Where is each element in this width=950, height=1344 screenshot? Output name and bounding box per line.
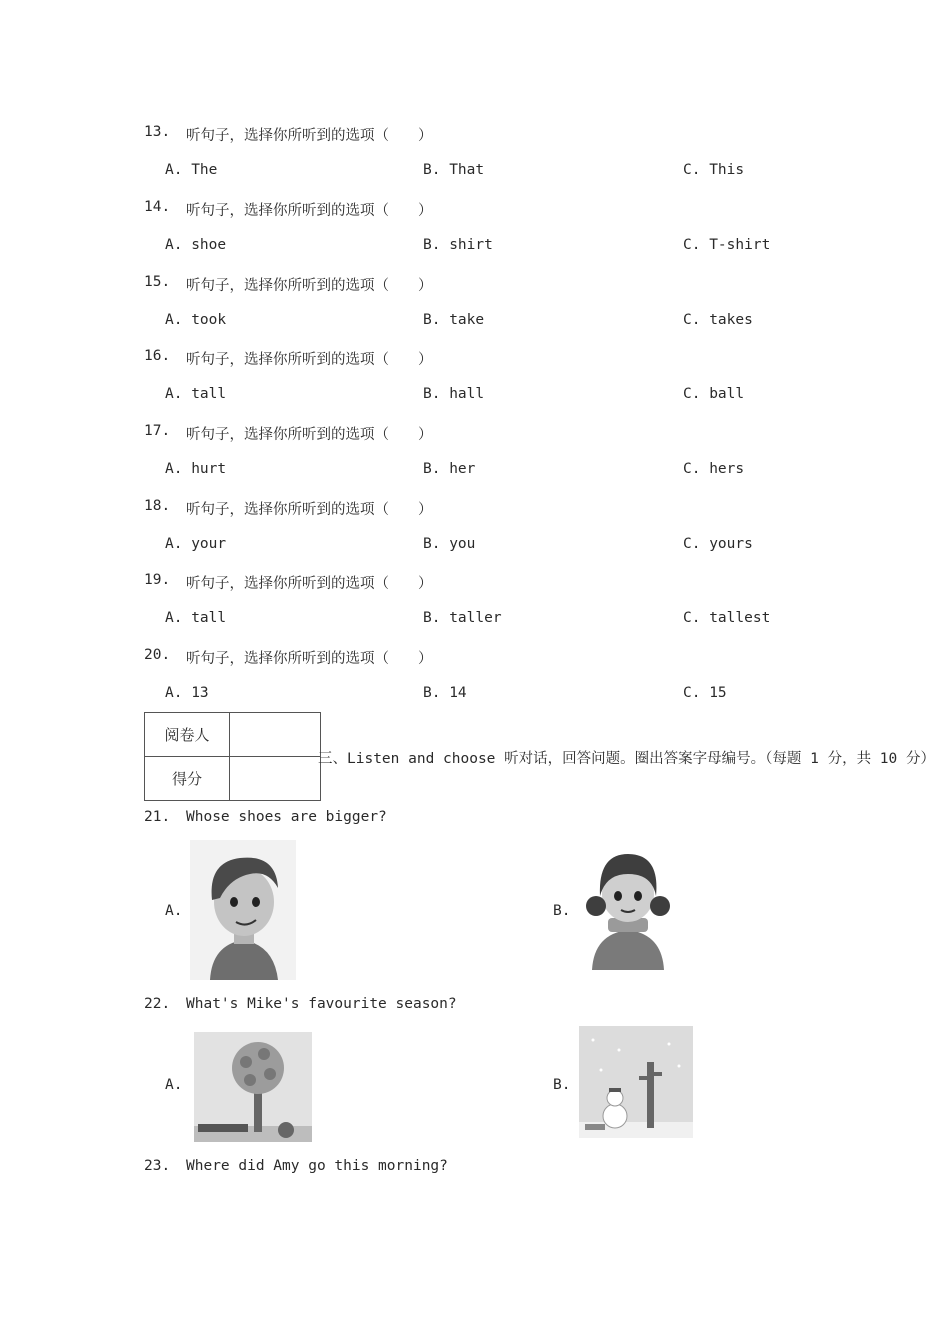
score-box xyxy=(144,712,321,801)
question-13-text: 听句子，选择你所听到的选项（ ） xyxy=(186,128,433,144)
question-19-text: 听句子，选择你所听到的选项（ ） xyxy=(186,576,433,592)
option-b[interactable]: B. shirt xyxy=(423,237,493,253)
option-c[interactable]: C. takes xyxy=(683,312,753,328)
option-a[interactable]: A. shoe xyxy=(165,237,227,253)
option-c[interactable]: C. This xyxy=(683,162,745,178)
option-c[interactable]: C. 15 xyxy=(683,685,727,701)
section-3-title: 三、Listen and choose 听对话，回答问题。圈出答案字母编号。（每题 1 分，共 10 分） xyxy=(318,751,935,767)
question-13-num: 13. xyxy=(144,124,171,140)
question-17-num: 17. xyxy=(144,423,171,439)
question-15-text: 听句子，选择你所听到的选项（ ） xyxy=(186,278,433,294)
option-c[interactable]: C. T-shirt xyxy=(683,237,771,253)
option-a[interactable]: A. tall xyxy=(165,610,227,626)
question-18-text: 听句子，选择你所听到的选项（ ） xyxy=(186,502,433,518)
question-20-text: 听句子，选择你所听到的选项（ ） xyxy=(186,651,433,667)
option-c[interactable]: C. ball xyxy=(683,386,745,402)
autumn-tree-image[interactable] xyxy=(194,1032,312,1142)
question-20-num: 20. xyxy=(144,647,171,663)
option-b[interactable]: B. 14 xyxy=(423,685,467,701)
option-a[interactable]: A. xyxy=(165,1077,183,1093)
question-14-text: 听句子，选择你所听到的选项（ ） xyxy=(186,203,433,219)
question-23-num: 23. xyxy=(144,1158,171,1174)
question-16-text: 听句子，选择你所听到的选项（ ） xyxy=(186,352,433,368)
option-c[interactable]: C. hers xyxy=(683,461,745,477)
question-23-text: Where did Amy go this morning? xyxy=(186,1158,448,1174)
reviewer-label: 阅卷人 xyxy=(145,713,230,757)
option-b[interactable]: B. xyxy=(553,903,571,919)
winter-snowman-image[interactable] xyxy=(579,1026,693,1138)
option-a[interactable]: A. took xyxy=(165,312,227,328)
reviewer-field[interactable] xyxy=(230,713,321,757)
option-b[interactable]: B. That xyxy=(423,162,485,178)
question-21-text: Whose shoes are bigger? xyxy=(186,809,387,825)
option-b[interactable]: B. hall xyxy=(423,386,485,402)
option-a[interactable]: A. 13 xyxy=(165,685,209,701)
option-a[interactable]: A. your xyxy=(165,536,227,552)
question-18-num: 18. xyxy=(144,498,171,514)
question-22-num: 22. xyxy=(144,996,171,1012)
option-c[interactable]: C. tallest xyxy=(683,610,771,626)
girl-portrait-image[interactable] xyxy=(578,848,678,970)
score-label: 得分 xyxy=(145,757,230,801)
option-b[interactable]: B. take xyxy=(423,312,485,328)
option-b[interactable]: B. taller xyxy=(423,610,502,626)
question-14-num: 14. xyxy=(144,199,171,215)
question-17-text: 听句子，选择你所听到的选项（ ） xyxy=(186,427,433,443)
option-b[interactable]: B. xyxy=(553,1077,571,1093)
option-a[interactable]: A. xyxy=(165,903,183,919)
score-field[interactable] xyxy=(230,757,321,801)
option-c[interactable]: C. yours xyxy=(683,536,753,552)
option-a[interactable]: A. tall xyxy=(165,386,227,402)
question-19-num: 19. xyxy=(144,572,171,588)
boy-portrait-image[interactable] xyxy=(190,840,296,980)
question-22-text: What's Mike's favourite season? xyxy=(186,996,457,1012)
option-a[interactable]: A. hurt xyxy=(165,461,227,477)
option-b[interactable]: B. you xyxy=(423,536,476,552)
option-b[interactable]: B. her xyxy=(423,461,476,477)
question-21-num: 21. xyxy=(144,809,171,825)
question-16-num: 16. xyxy=(144,348,171,364)
question-15-num: 15. xyxy=(144,274,171,290)
option-a[interactable]: A. The xyxy=(165,162,218,178)
